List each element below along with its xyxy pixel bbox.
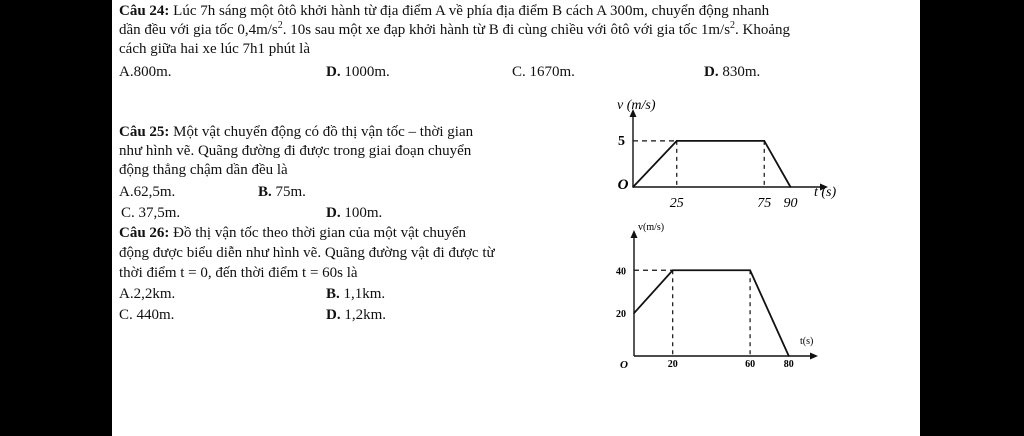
q24-line1: Câu 24: Lúc 7h sáng một ôtô khởi hành từ địa điểm A về phía địa điểm B cách A 300m, chuyển động nhanh: [119, 3, 770, 19]
q24-label: Câu 24:: [119, 3, 170, 19]
velocity-time-chart-1: [586, 82, 846, 216]
q25-option-d[interactable]: D. 100m.: [326, 205, 383, 221]
q26-option-c[interactable]: C. 440m.: [119, 307, 175, 323]
y-tick-label: 5: [618, 133, 625, 149]
x-tick-label: 25: [669, 196, 684, 211]
velocity-series-line: [634, 270, 789, 356]
x-tick-label: 80: [783, 359, 794, 370]
y-axis-arrow: [631, 230, 638, 238]
q26-line2: động được biểu diễn như hình vẽ. Quãng đường vật đi được từ: [119, 245, 495, 261]
data-point: [788, 355, 790, 357]
q26-option-d[interactable]: D. 1,2km.: [326, 307, 387, 323]
data-point: [790, 186, 792, 188]
q24-option-c[interactable]: C. 1670m.: [512, 64, 575, 80]
y-tick-label: 20: [616, 309, 626, 321]
q25-option-b[interactable]: B. 75m.: [258, 184, 306, 200]
q25-line3: động thẳng chậm dần đều là: [119, 162, 288, 178]
q24-line2: dần đều với gia tốc $0,4m/s^2$. 10s sau một xe đạp khởi hành từ B đi cùng chiều với ôtô với gia tốc $1m/s^2$. Khoảng: [119, 20, 791, 38]
x-tick-label: 75: [757, 196, 772, 211]
x-tick-label: 90: [783, 196, 798, 211]
y-tick-label: 40: [616, 266, 626, 278]
q24-option-d[interactable]: D. 830m.: [704, 64, 761, 80]
q26-line1: Câu 26: Đồ thị vận tốc theo thời gian của một vật chuyển: [119, 225, 467, 241]
q25-option-a[interactable]: A.62,5m.: [119, 184, 176, 200]
origin-label: O: [620, 359, 628, 371]
q26-option-a[interactable]: A.2,2km.: [119, 286, 176, 302]
x-tick-label: 20: [667, 359, 678, 370]
q26-label: Câu 26:: [119, 225, 170, 241]
velocity-series-line: [633, 141, 791, 187]
x-axis-label: t(s): [800, 336, 814, 347]
q25-line1: Câu 25: Một vật chuyển động có đồ thị vận tốc – thời gian: [119, 124, 474, 140]
y-axis-label: v(m/s): [638, 222, 665, 233]
data-point: [632, 186, 634, 188]
x-axis-label: t (s): [814, 185, 837, 200]
data-point: [633, 312, 635, 314]
document-page: [112, 0, 920, 436]
q26-line3: thời điểm t = 0, đến thời điểm t = 60s là: [119, 265, 358, 281]
q24-option-a[interactable]: A.800m.: [119, 64, 172, 80]
q25-label: Câu 25:: [119, 124, 170, 140]
q24-line3: cách giữa hai xe lúc 7h1 phút là: [119, 41, 310, 57]
q25-line2: như hình vẽ. Quãng đường đi được trong giai đoạn chuyển: [119, 143, 472, 159]
origin-label: O: [617, 177, 629, 193]
q26-option-b[interactable]: B. 1,1km.: [326, 286, 386, 302]
x-tick-label: 60: [745, 359, 756, 370]
y-axis-label: v (m/s): [617, 98, 656, 113]
velocity-time-chart-2: [608, 222, 828, 382]
q24-option-b[interactable]: D. 1000m.: [326, 64, 390, 80]
q25-option-c[interactable]: C. 37,5m.: [121, 205, 181, 221]
x-axis-arrow: [810, 353, 818, 360]
